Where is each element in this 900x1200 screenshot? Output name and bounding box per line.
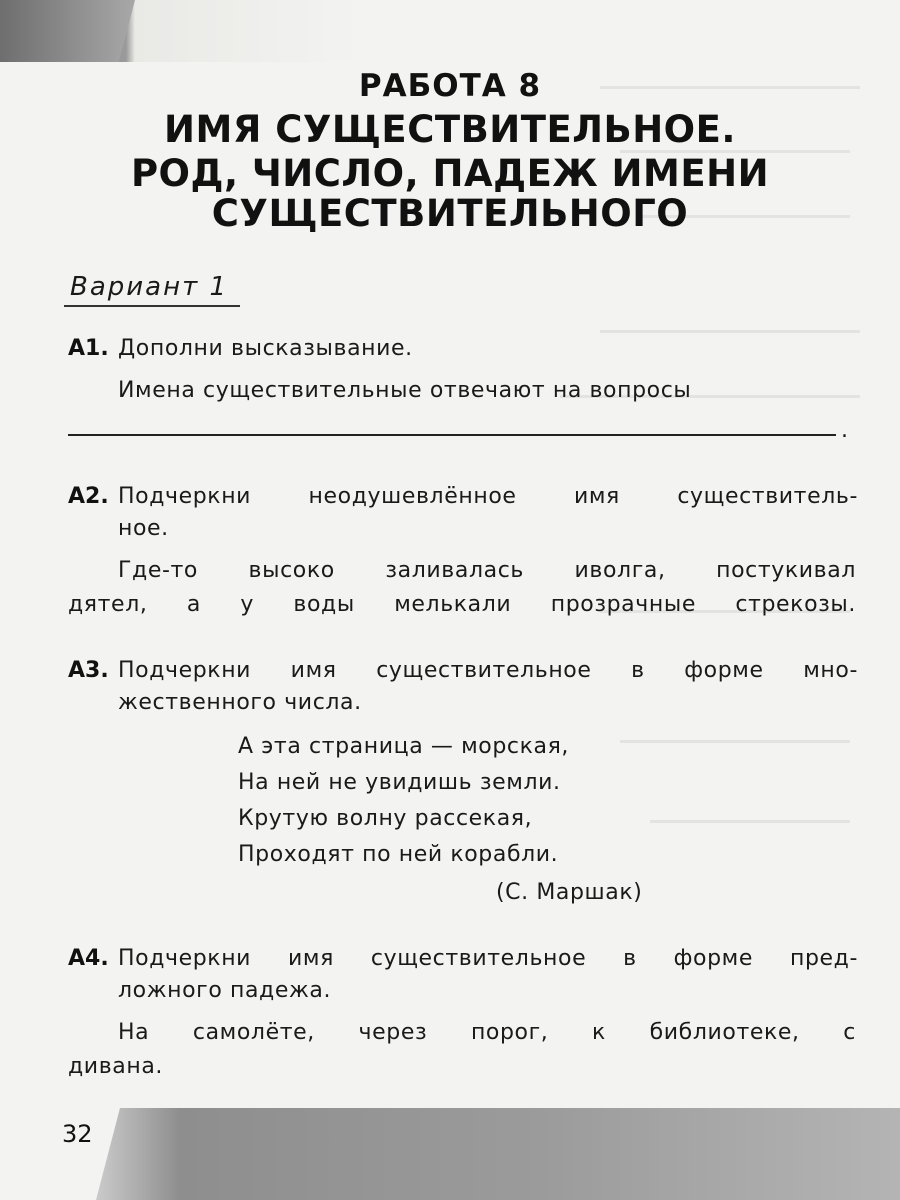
- task-a2-label: А2.: [68, 484, 109, 509]
- task-a4-instruction-line-2: ложного падежа.: [118, 978, 332, 1003]
- task-a1-text: Имена существительные отвечают на вопросы: [118, 378, 692, 403]
- poem-line-3: Крутую волну рассекая,: [238, 806, 533, 831]
- page-number: 32: [62, 1120, 93, 1148]
- work-number: РАБОТА 8: [358, 68, 542, 104]
- task-a1-instruction: Дополни высказывание.: [118, 336, 413, 361]
- poem-author: (С. Маршак): [496, 880, 643, 905]
- page-title-line-1: ИМЯ СУЩЕСТВИТЕЛЬНОЕ.: [164, 108, 736, 151]
- task-a4-label: А4.: [68, 946, 109, 971]
- page-title-line-3: СУЩЕСТВИТЕЛЬНОГО: [211, 192, 689, 235]
- task-a4-instruction-line-1: Подчеркни имя существительное в форме пред-: [118, 946, 858, 971]
- poem-line-2: На ней не увидишь земли.: [238, 770, 561, 795]
- task-a1-end-mark: .: [841, 418, 848, 443]
- task-a2-instruction-line-2: ное.: [118, 516, 169, 541]
- task-a4-text-line-2: дивана.: [68, 1054, 164, 1079]
- task-a4-text-line-1: На самолёте, через порог, к библиотеке, с: [118, 1020, 856, 1045]
- task-a3-instruction-line-2: жественного числа.: [118, 690, 362, 715]
- variant-label: Вариант 1: [70, 272, 229, 302]
- task-a1-label: А1.: [68, 336, 109, 361]
- task-a3-instruction-line-1: Подчеркни имя существительное в форме мно-: [118, 658, 858, 683]
- footer-band: [0, 1108, 900, 1200]
- task-a2-text-line-2: дятел, а у воды мелькали прозрачные стрекозы.: [68, 592, 856, 617]
- task-a2-text-line-1: Где-то высоко заливалась иволга, постукивал: [118, 558, 856, 583]
- task-a2-instruction-line-1: Подчеркни неодушевлённое имя существитель-: [118, 484, 858, 509]
- task-a3-label: А3.: [68, 658, 109, 683]
- page-title-line-2: РОД, ЧИСЛО, ПАДЕЖ ИМЕНИ: [130, 152, 770, 195]
- variant-underline: [64, 305, 240, 307]
- task-a1-answer-line[interactable]: [68, 434, 836, 436]
- poem-line-4: Проходят по ней корабли.: [238, 842, 559, 867]
- poem-line-1: А эта страница — морская,: [238, 734, 570, 759]
